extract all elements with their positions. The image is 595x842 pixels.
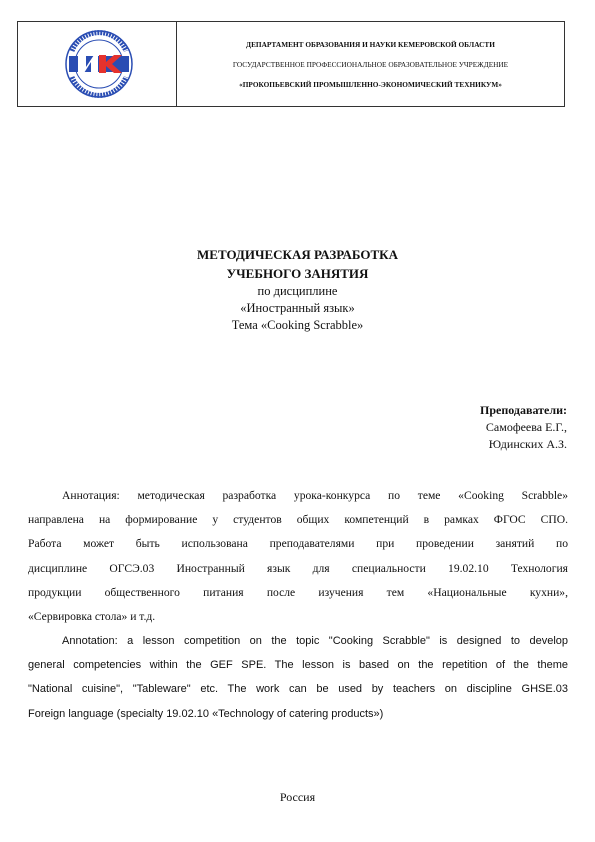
title-block	[0, 245, 595, 334]
footer-country: Россия	[279, 790, 316, 804]
title-line-2: УЧЕБНОГО ЗАНЯТИЯ	[226, 266, 369, 281]
institution-name: «ПРОКОПЬЕВСКИЙ ПРОМЫШЛЕННО-ЭКОНОМИЧЕСКИЙ ТЕХНИКУМ»	[239, 80, 502, 89]
discipline-name: «Иностранный язык»	[240, 301, 355, 315]
logo-cell	[18, 22, 177, 106]
teachers-block	[480, 402, 567, 453]
annotation-en-line: Foreign language (specialty 19.02.10 «Technology of catering products»)	[28, 707, 384, 720]
annotation-english	[28, 629, 568, 726]
department-name: ДЕПАРТАМЕНТ ОБРАЗОВАНИЯ И НАУКИ КЕМЕРОВСКОЙ ОБЛАСТИ	[246, 40, 495, 49]
discipline-label: по дисциплине	[257, 284, 338, 298]
annotation-ru-line: «Сервировка стола» и т.д.	[28, 609, 156, 623]
annotation-ru-line: дисциплине ОГСЭ.03 Иностранный язык для специальности 19.02.10 Технология	[28, 561, 568, 575]
annotation-ru-line: Аннотация: методическая разработка урока-конкурса по теме «Cooking Scrabble»	[62, 489, 568, 502]
title-line-1: МЕТОДИЧЕСКАЯ РАЗРАБОТКА	[197, 247, 398, 262]
college-logo-icon	[64, 29, 134, 99]
teacher-name: Самофеева Е.Г.,	[485, 420, 567, 434]
teacher-name: Юдинских А.З.	[488, 437, 567, 451]
annotation-ru-line: Работа может быть использована преподавателями при проведении занятий по	[28, 537, 568, 551]
institution-type: ГОСУДАРСТВЕННОЕ ПРОФЕССИОНАЛЬНОЕ ОБРАЗОВАТЕЛЬНОЕ УЧРЕЖДЕНИЕ	[232, 60, 509, 69]
annotation-ru-line: продукции общественного питания после изучения тем «Национальные кухни»,	[28, 585, 568, 599]
header-box	[17, 21, 565, 107]
annotation-en-line: general competencies within the GEF SPE. The lesson is based on the repetition of the theme	[28, 659, 568, 672]
teachers-heading: Преподаватели:	[479, 403, 567, 417]
annotation-russian	[28, 484, 568, 629]
organization-info	[177, 22, 564, 106]
annotation-en-line: Annotation: a lesson competition on the topic "Cooking Scrabble" is designed to develop	[62, 635, 568, 647]
lesson-topic: Тема «Cooking Scrabble»	[231, 318, 364, 332]
annotation-en-line: "National cuisine", "Tableware" etc. The work can be used by teachers on discipline GHSE.03	[28, 683, 568, 696]
annotation-ru-line: направлена на формирование у студентов общих компетенций в рамках ФГОС СПО.	[28, 513, 568, 527]
